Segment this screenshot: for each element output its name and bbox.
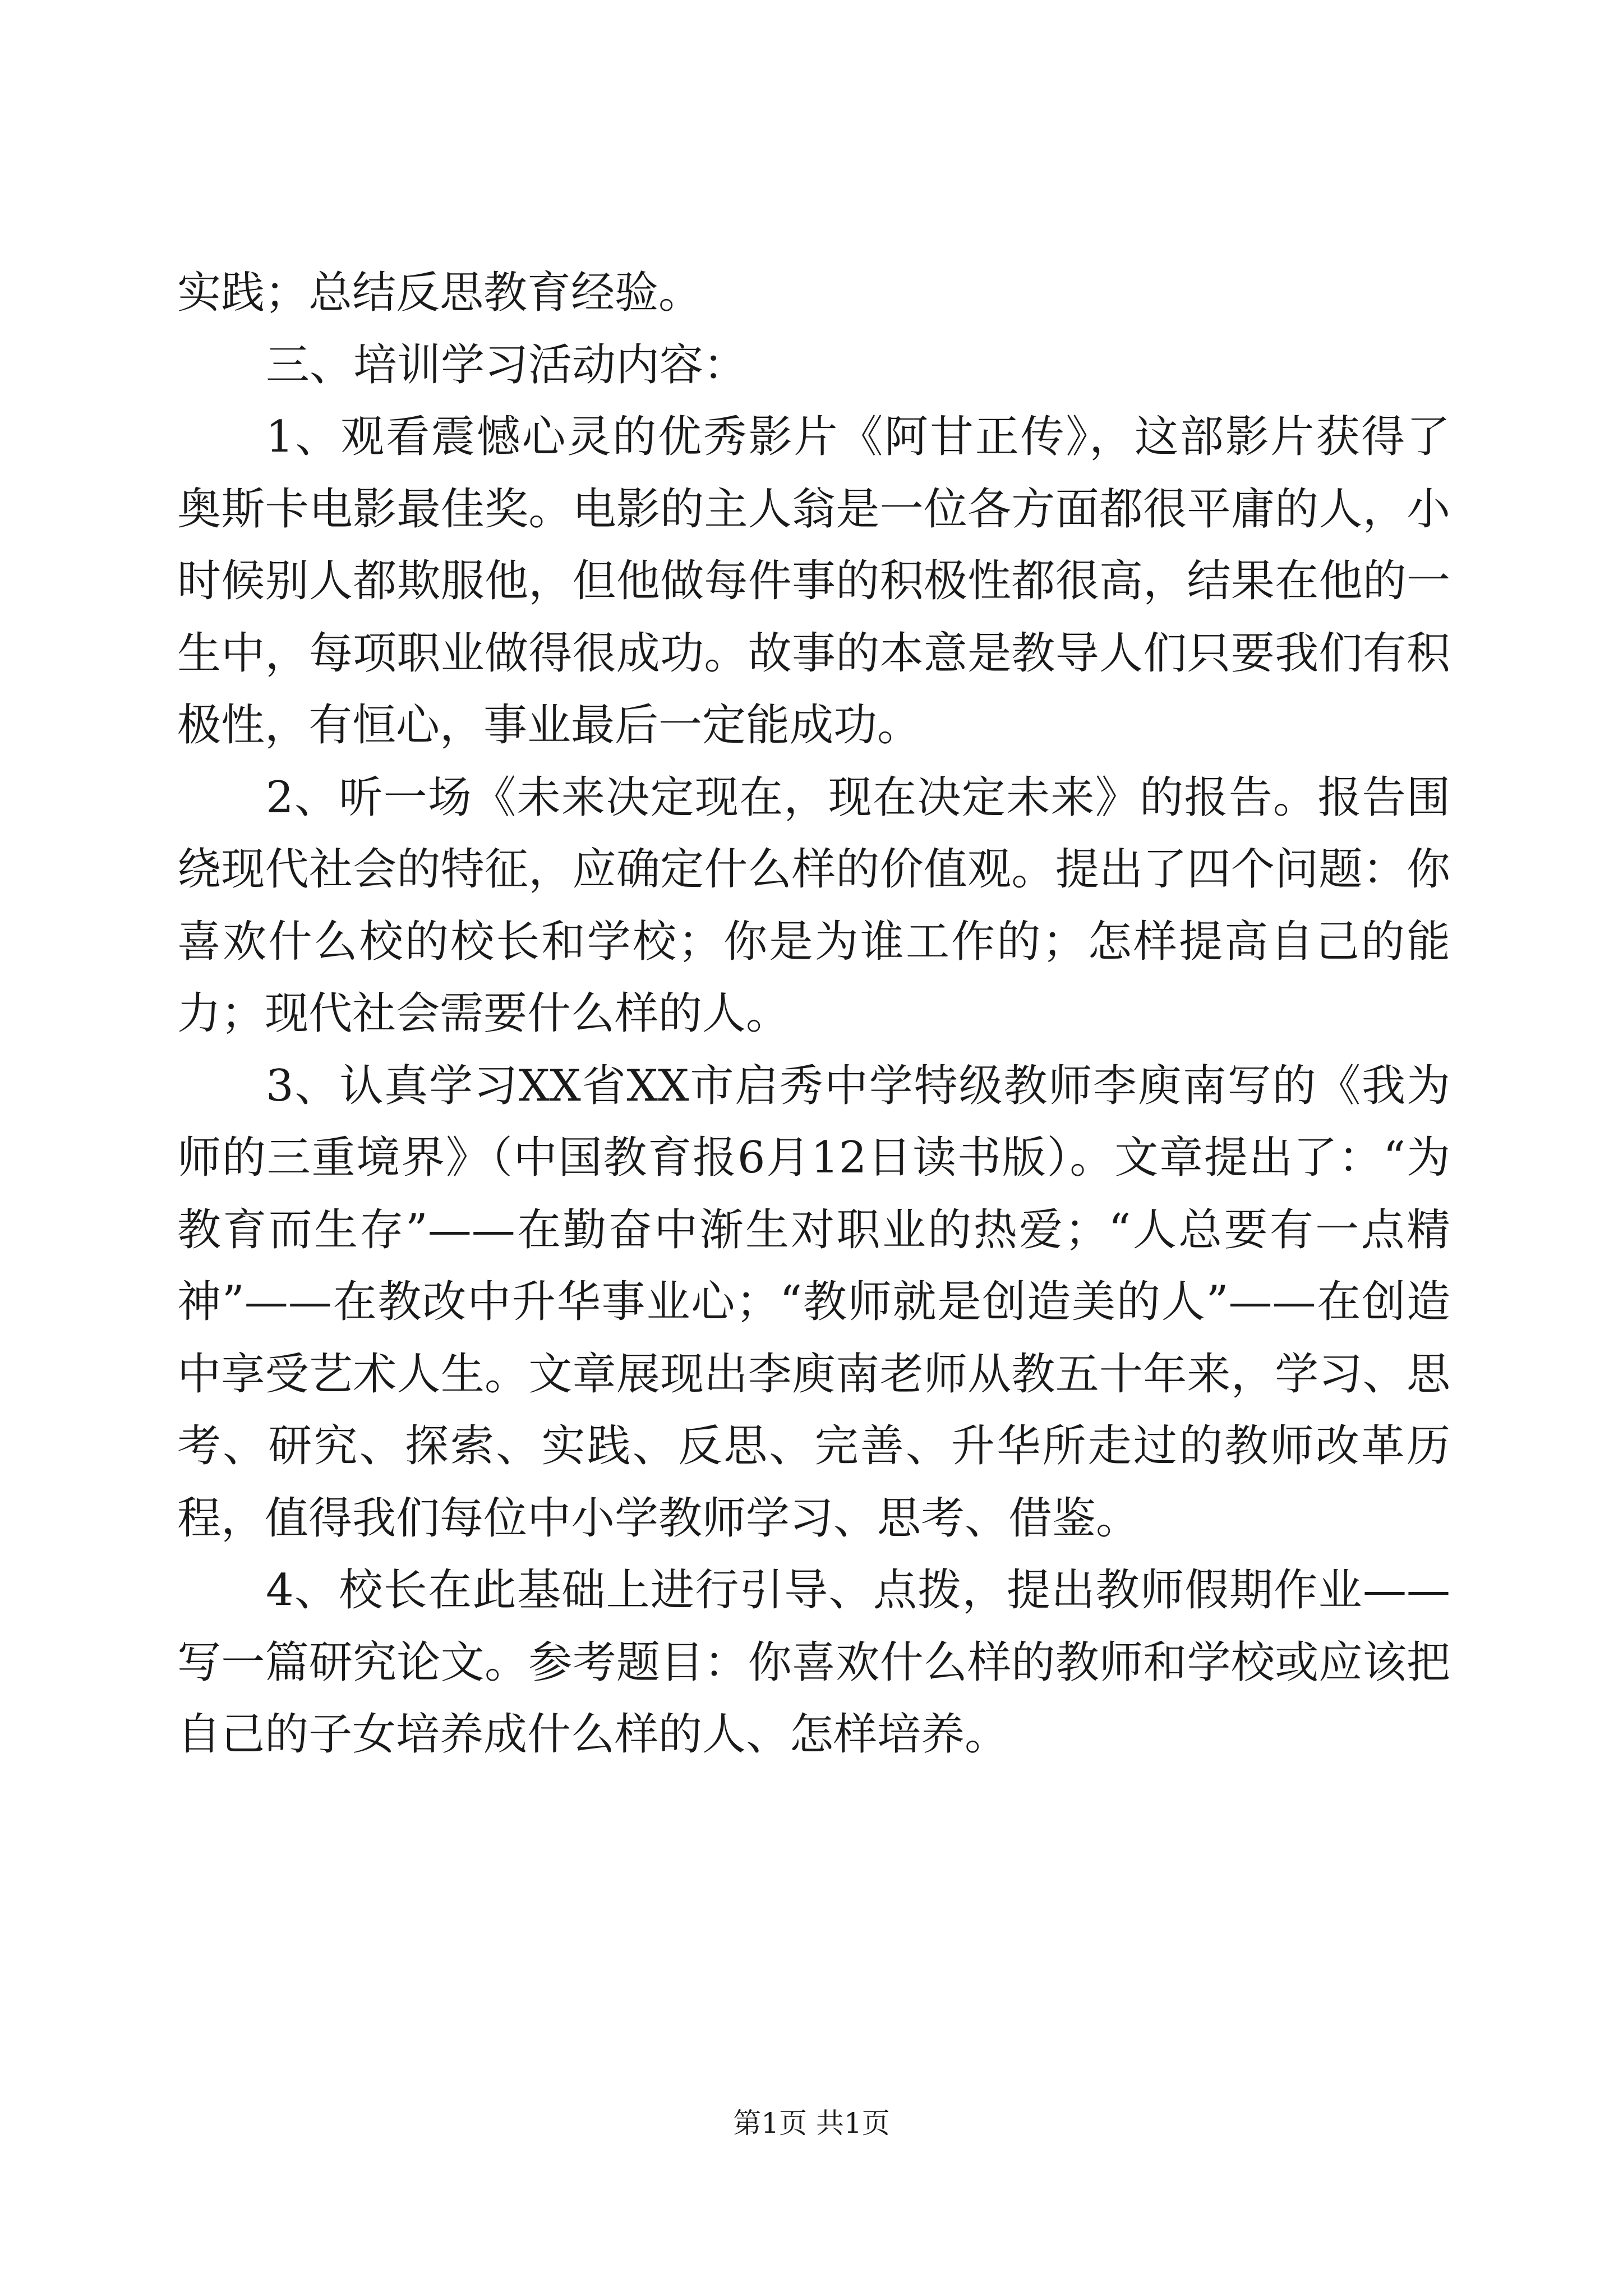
section-heading: 三、培训学习活动内容： [266, 339, 748, 390]
paragraph-item-2: 2、听一场《未来决定现在，现在决定未来》的报告。报告围绕现代社会的特征，应确定什么样的价值观。提出了四个问题：你喜欢什么校的校长和学校；你是为谁工作的；怎样提高自己的能力；现代社会需要什么样的人。 [177, 772, 1450, 1039]
paragraph-item-3: 3、认真学习XX省XX市启秀中学特级教师李庾南写的《我为师的三重境界》（中国教育报6月12日读书版）。文章提出了：“为教育而生存”——在勤奋中渐生对职业的热爱；“人总要有一点精神”——在教改中升华事业心；“教师就是创造美的人”——在创造中享受艺术人生。文章展现出李庾南老师从教五十年来，学习、思考、研究、探索、实践、反思、完善、升华所走过的教师改革历程，值得我们每位中小学教师学习、思考、借鉴。 [177, 1060, 1450, 1544]
paragraph-item-1: 1、观看震憾心灵的优秀影片《阿甘正传》，这部影片获得了奥斯卡电影最佳奖。电影的主人翁是一位各方面都很平庸的人，小时候别人都欺服他，但他做每件事的积极性都很高，结果在他的一生中，每项职业做得很成功。故事的本意是教导人们只要我们有积极性，有恒心，事业最后一定能成功。 [177, 412, 1450, 751]
paragraph-item-4: 4、校长在此基础上进行引导、点拨，提出教师假期作业——写一篇研究论文。参考题目：你喜欢什么样的教师和学校或应该把自己的子女培养成什么样的人、怎样培养。 [177, 1565, 1450, 1760]
document-body [177, 257, 1450, 1771]
paragraph-continuation: 实践；总结反思教育经验。 [177, 268, 703, 318]
page-footer: 第1页 共1页 [733, 2107, 890, 2139]
